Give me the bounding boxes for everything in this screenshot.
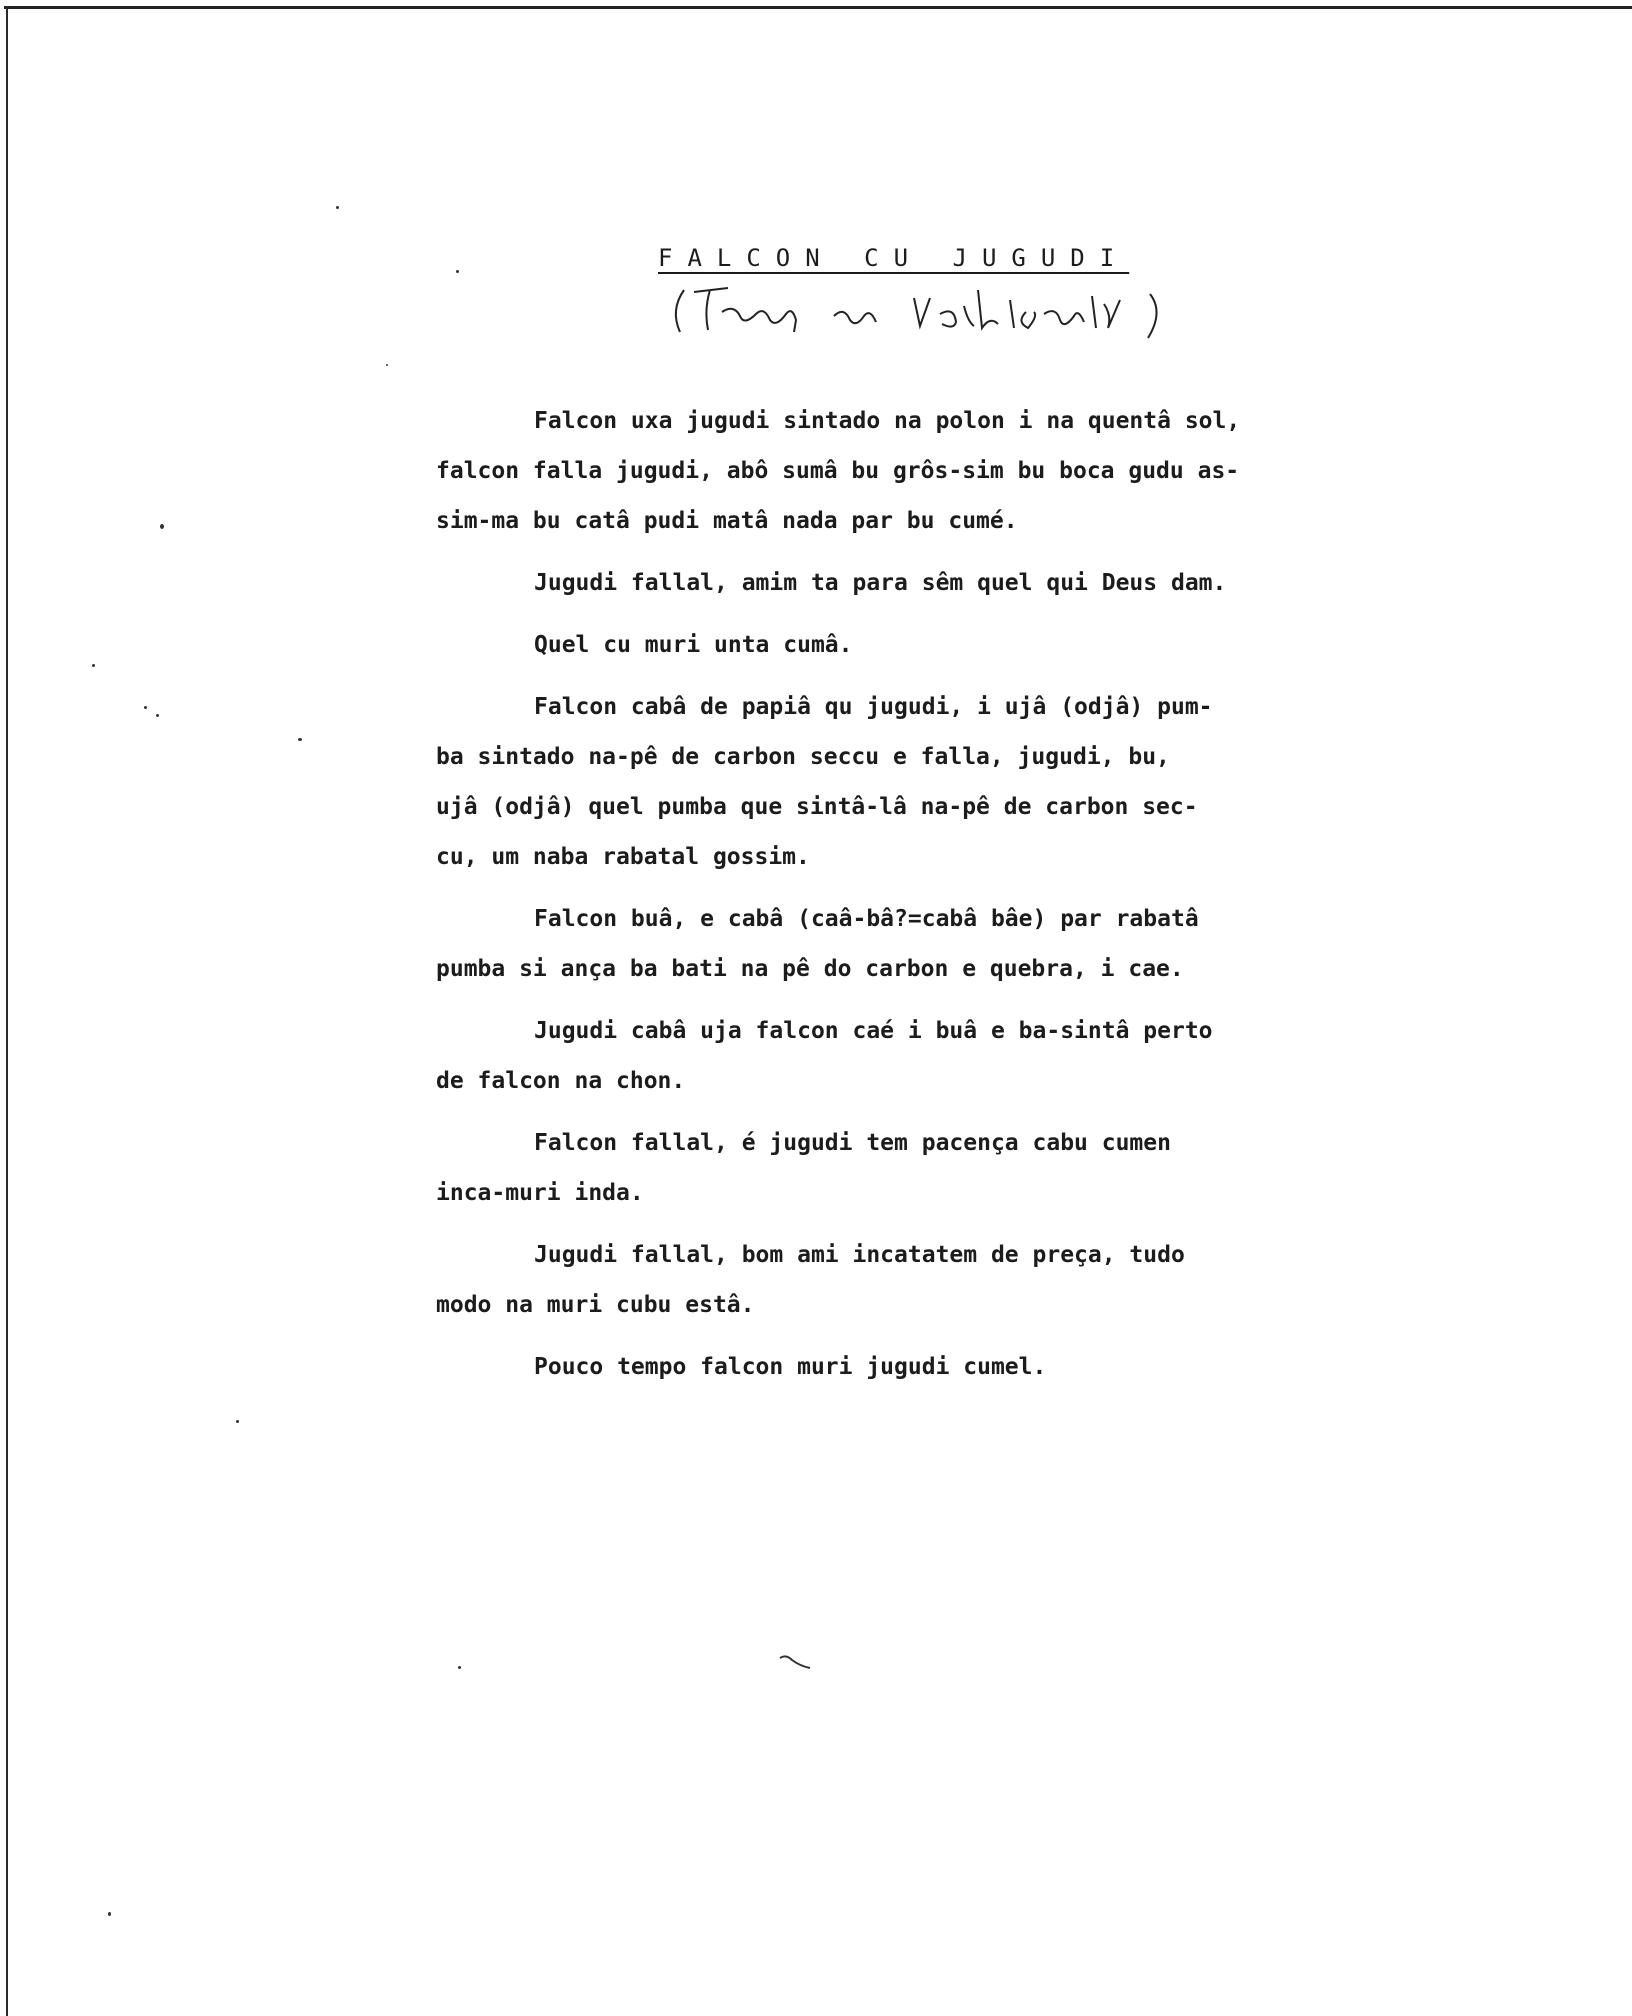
text-line: Jugudi fallal, amim ta para sêm quel qui Deus dam.: [534, 570, 1227, 596]
paragraph: [436, 682, 1366, 882]
text-line: Jugudi cabâ uja falcon caé i buâ e ba-sintâ perto: [534, 1018, 1213, 1044]
scan-speck: [456, 270, 459, 273]
text-line: Pouco tempo falcon muri jugudi cumel.: [534, 1354, 1047, 1380]
text-line: Falcon uxa jugudi sintado na polon i na quentâ sol,: [534, 408, 1241, 434]
scan-speck: [336, 206, 339, 209]
handwritten-annotation: [664, 276, 1184, 356]
scan-speck: [156, 714, 159, 717]
scan-speck: [298, 738, 302, 741]
text-line: Falcon fallal, é jugudi tem pacença cabu cumen: [534, 1130, 1171, 1156]
paragraph: [436, 396, 1366, 546]
paragraph: [436, 1118, 1366, 1218]
text-line: sim-ma bu catâ pudi matâ nada par bu cumé.: [436, 508, 1018, 534]
paragraph: [436, 894, 1366, 994]
page-border-left: [6, 6, 8, 2016]
text-line: Quel cu muri unta cumâ.: [534, 632, 853, 658]
text-line: ba sintado na-pê de carbon seccu e falla, jugudi, bu,: [436, 744, 1170, 770]
scan-speck: [160, 524, 164, 529]
paragraph: [436, 1342, 1366, 1392]
text-line: pumba si ança ba bati na pê do carbon e quebra, i cae.: [436, 956, 1184, 982]
text-line: de falcon na chon.: [436, 1068, 686, 1094]
text-line: modo na muri cubu estâ.: [436, 1292, 755, 1318]
paragraph: [436, 620, 1366, 670]
text-line: falcon falla jugudi, abô sumâ bu grôs-sim bu boca gudu as-: [436, 458, 1240, 484]
text-line: Falcon buâ, e cabâ (caâ-bâ?=cabâ bâe) par rabatâ: [534, 906, 1199, 932]
text-line: Falcon cabâ de papiâ qu jugudi, i ujâ (odjâ) pum-: [534, 694, 1213, 720]
scan-speck: [458, 1666, 461, 1669]
scan-speck: [108, 1912, 111, 1916]
text-line: ujâ (odjâ) quel pumba que sintâ-lâ na-pê de carbon sec-: [436, 794, 1198, 820]
page-border-top: [4, 6, 1632, 9]
text-line: cu, um naba rabatal gossim.: [436, 844, 810, 870]
scan-speck: [386, 364, 388, 366]
document-title: FALCON CU JUGUDI: [658, 244, 1130, 272]
paragraph: [436, 1230, 1366, 1330]
paragraph: [436, 558, 1366, 608]
document-body: [436, 396, 1366, 1392]
scan-mark: [778, 1652, 814, 1672]
scan-speck: [92, 664, 95, 667]
scan-speck: [144, 706, 147, 709]
text-line: Jugudi fallal, bom ami incatatem de preça, tudo: [534, 1242, 1185, 1268]
paragraph: [436, 1006, 1366, 1106]
scan-speck: [236, 1420, 239, 1423]
text-line: inca-muri inda.: [436, 1180, 644, 1206]
